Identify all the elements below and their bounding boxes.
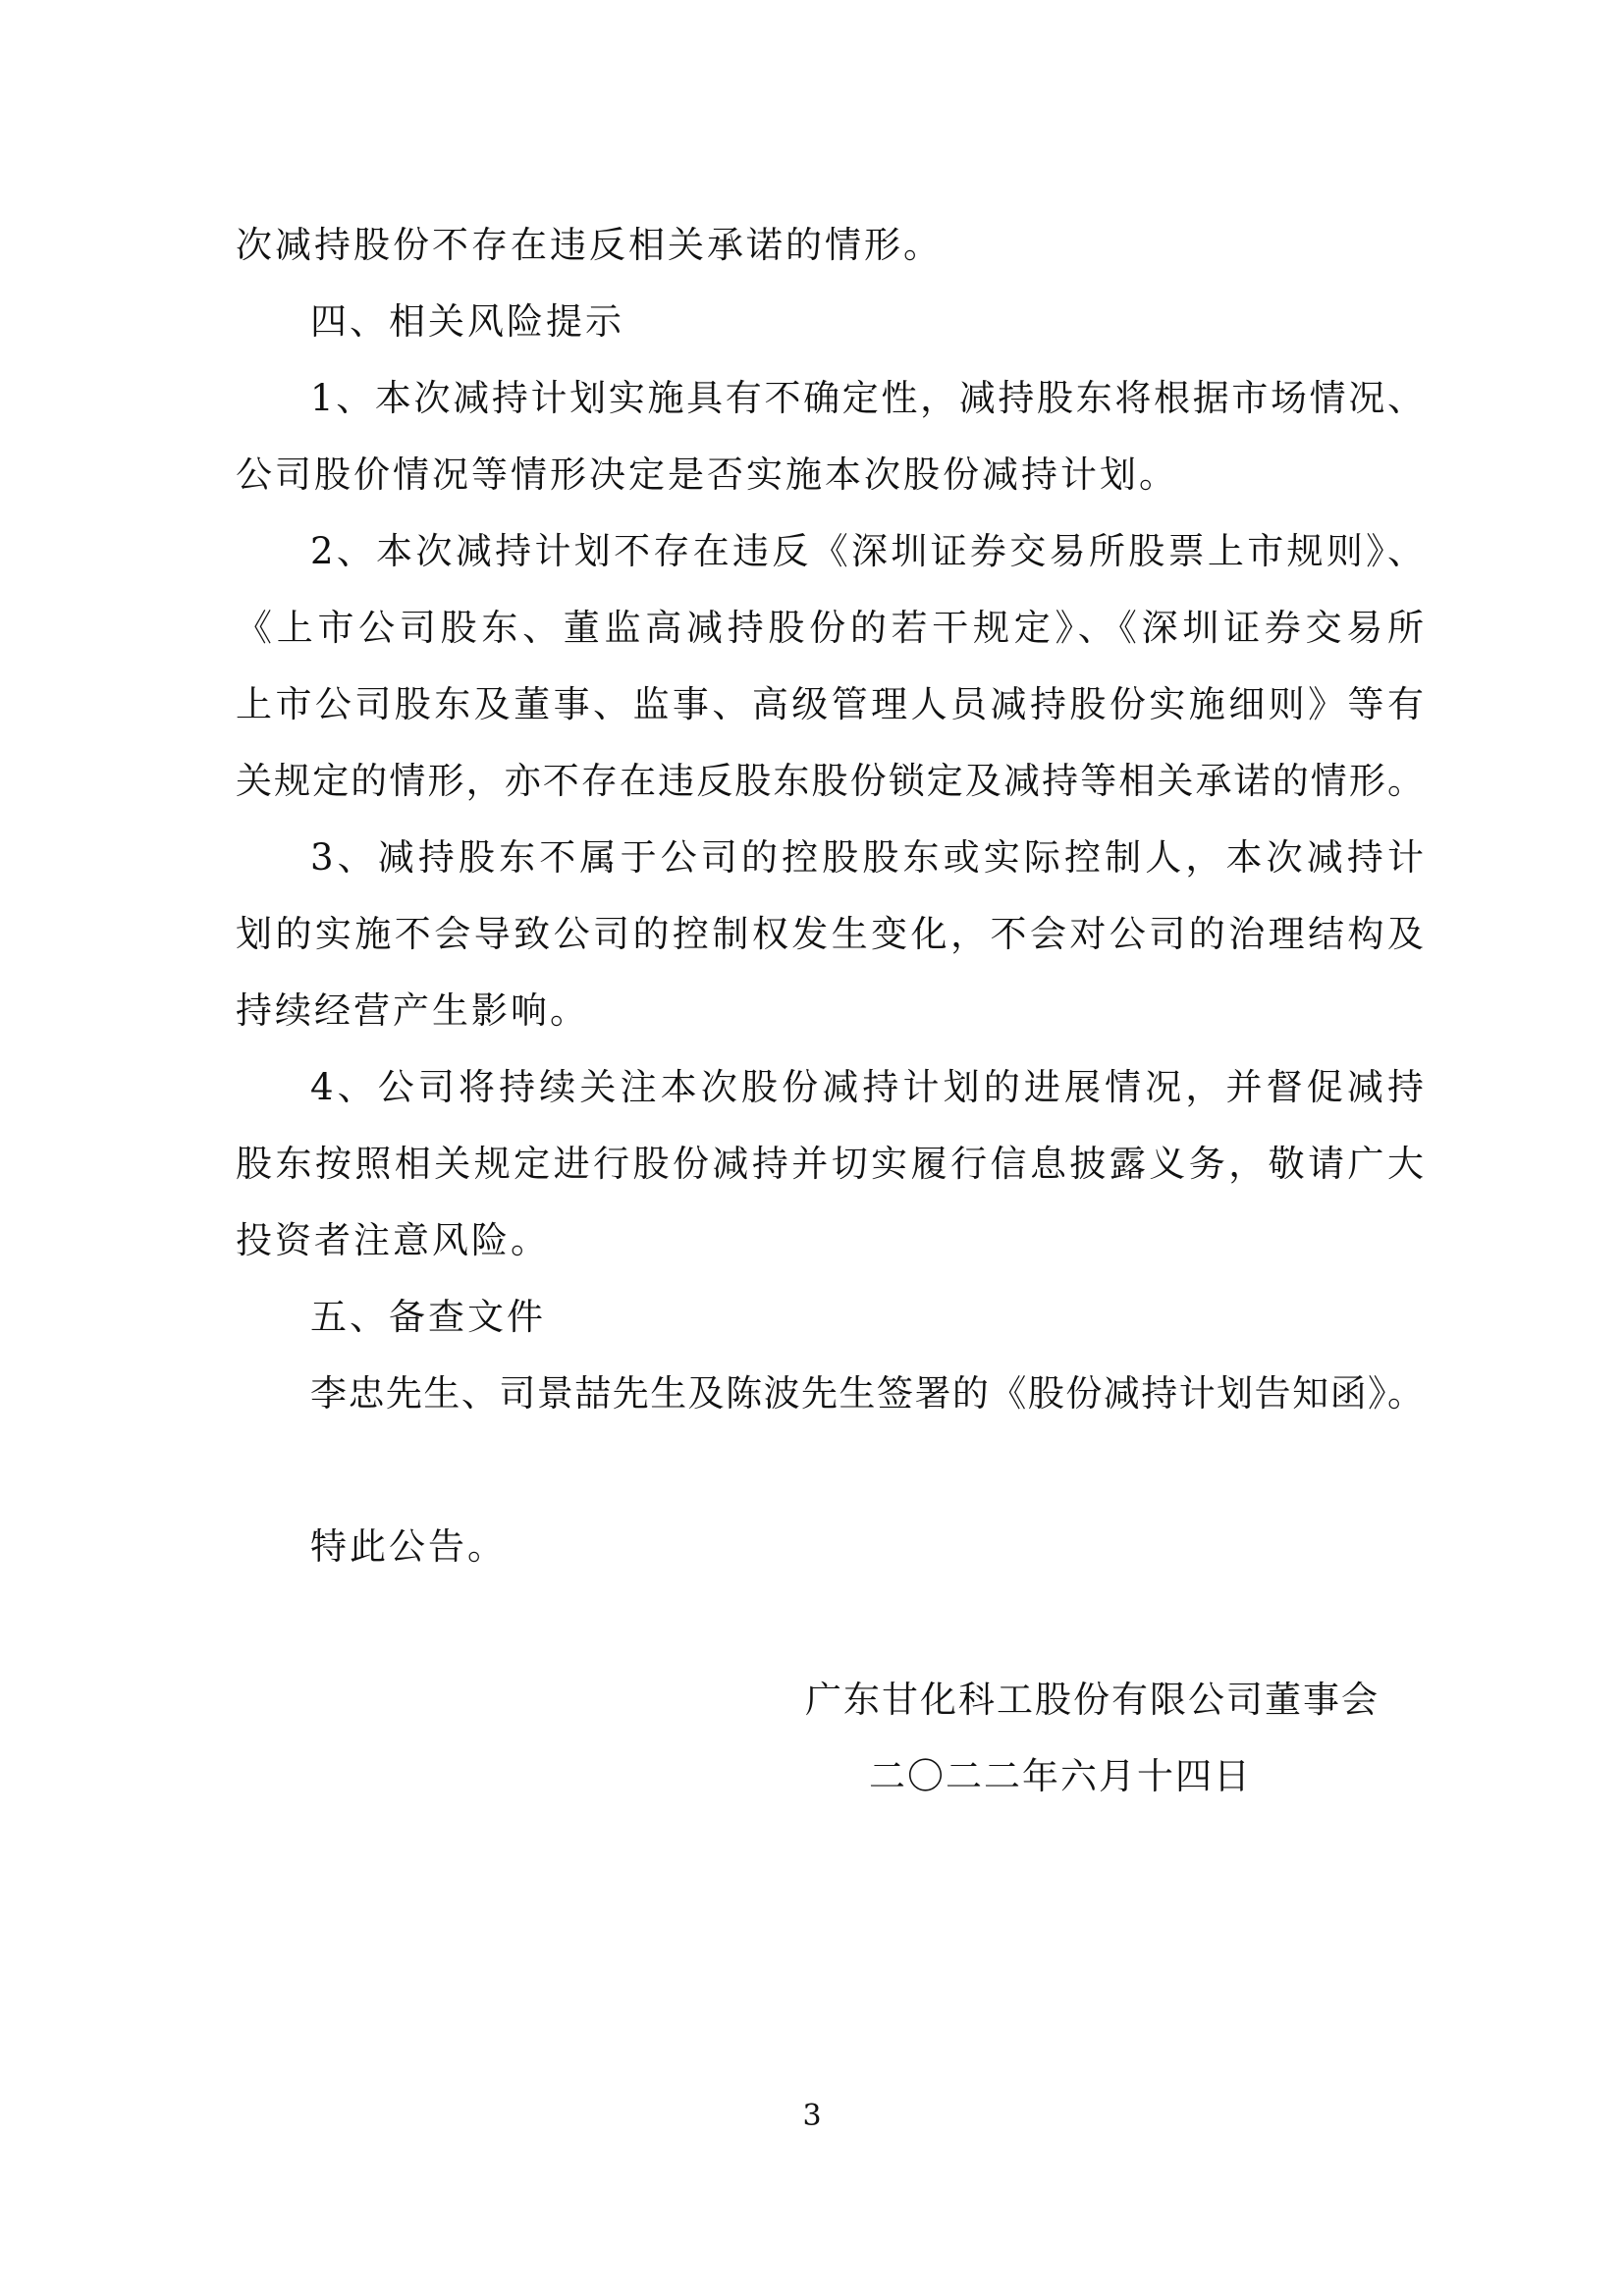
text-line: 股东按照相关规定进行股份减持并切实履行信息披露义务，敬请广大: [236, 1143, 1424, 1185]
text-line: 李忠先生、司景喆先生及陈波先生签署的《股份减持计划告知函》。: [310, 1372, 1424, 1415]
text-line: 关规定的情形，亦不存在违反股东股份锁定及减持等相关承诺的情形。: [236, 760, 1424, 802]
section-heading: 四、相关风险提示: [310, 300, 624, 343]
text-line: 《上市公司股东、董监高减持股份的若干规定》、《深圳证券交易所: [236, 607, 1424, 649]
text-line: 上市公司股东及董事、监事、高级管理人员减持股份实施细则》等有: [236, 683, 1424, 725]
text-line: 1、本次减持计划实施具有不确定性，减持股东将根据市场情况、: [310, 377, 1424, 419]
section-heading: 五、备查文件: [310, 1296, 546, 1338]
document-body: [236, 207, 1424, 1815]
blank-line: [236, 1432, 1424, 1509]
text-line: 持续经营产生影响。: [236, 989, 589, 1032]
signature-company: 广东甘化科工股份有限公司董事会: [805, 1679, 1380, 1721]
text-line: 次减持股份不存在违反相关承诺的情形。: [236, 224, 943, 266]
page-number: 3: [802, 2099, 822, 2133]
text-line: 2、本次减持计划不存在违反《深圳证券交易所股票上市规则》、: [310, 530, 1424, 572]
text-line: 3、减持股东不属于公司的控股股东或实际控制人，本次减持计: [310, 836, 1424, 879]
text-line: 公司股价情况等情形决定是否实施本次股份减持计划。: [236, 454, 1178, 496]
blank-line: [236, 1585, 1424, 1662]
text-line: 特此公告。: [310, 1525, 507, 1568]
text-line: 4、公司将持续关注本次股份减持计划的进展情况，并督促减持: [310, 1066, 1424, 1108]
signature-date: 二〇二二年六月十四日: [869, 1755, 1252, 1797]
text-line: 投资者注意风险。: [236, 1219, 550, 1261]
text-line: 划的实施不会导致公司的控制权发生变化，不会对公司的治理结构及: [236, 913, 1424, 955]
